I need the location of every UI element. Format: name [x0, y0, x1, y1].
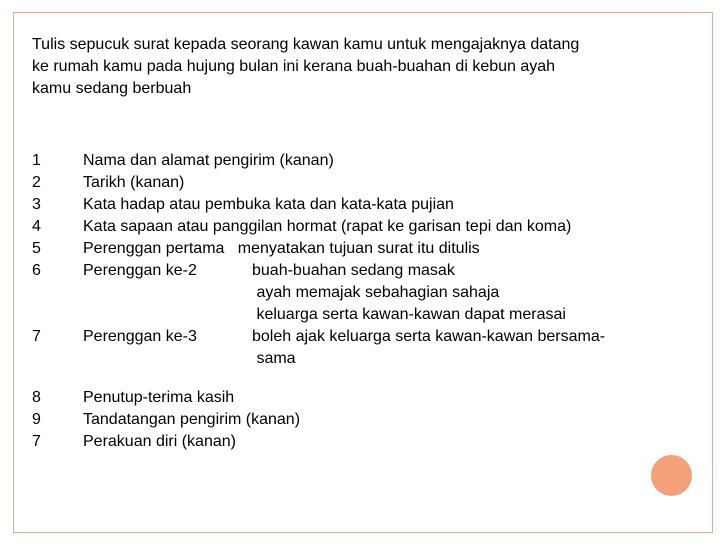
- item-text: Perenggan ke-2: [83, 262, 197, 279]
- item-text: Kata sapaan atau panggilan hormat (rapat ke garisan tepi dan koma): [83, 218, 572, 235]
- item-subtext: sama: [252, 350, 296, 367]
- item-subtext: boleh ajak keluarga serta kawan-kawan bersama-: [252, 328, 606, 345]
- item-text: Perakuan diri (kanan): [83, 433, 236, 450]
- item-number: 7: [32, 433, 41, 450]
- decorative-circle: [651, 455, 692, 496]
- item-text: Kata hadap atau pembuka kata dan kata-kata pujian: [83, 196, 454, 213]
- item-number: 3: [32, 196, 41, 213]
- item-number: 7: [32, 328, 41, 345]
- item-subtext: buah-buahan sedang masak: [252, 262, 455, 279]
- instruction-line: Tulis sepucuk surat kepada seorang kawan kamu untuk mengajaknya datang: [32, 36, 580, 53]
- item-number: 4: [32, 218, 41, 235]
- item-number: 8: [32, 389, 41, 406]
- item-subtext: ayah memajak sebahagian sahaja: [252, 284, 500, 301]
- item-number: 6: [32, 262, 41, 279]
- instruction-line: ke rumah kamu pada hujung bulan ini kerana buah-buahan di kebun ayah: [32, 58, 556, 75]
- item-text: Penutup-terima kasih: [83, 389, 235, 406]
- item-number: 1: [32, 152, 41, 169]
- item-text: Tarikh (kanan): [83, 174, 185, 191]
- item-text: Perenggan ke-3: [83, 328, 197, 345]
- item-number: 5: [32, 240, 41, 257]
- instruction-line: kamu sedang berbuah: [32, 80, 192, 97]
- item-text: Nama dan alamat pengirim (kanan): [83, 152, 334, 169]
- item-number: 2: [32, 174, 41, 191]
- instruction-paragraph: [32, 34, 672, 100]
- item-text: Tandatangan pengirim (kanan): [83, 411, 301, 428]
- item-number: 9: [32, 411, 41, 428]
- item-subtext: keluarga serta kawan-kawan dapat merasai: [252, 306, 566, 323]
- item-text: Perenggan pertama menyatakan tujuan surat itu ditulis: [83, 240, 480, 257]
